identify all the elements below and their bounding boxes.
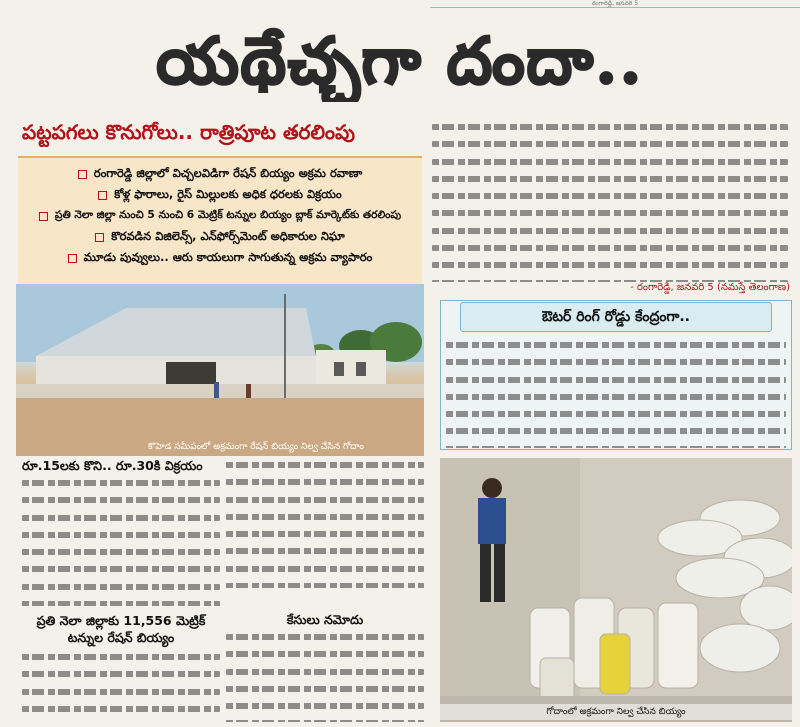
square-bullet-icon — [98, 191, 107, 200]
section-heading: రూ.15లకు కొని.. రూ.30కి విక్రయం — [22, 458, 203, 473]
photo-caption: గోదాంలో అక్రమంగా నిల్వ చేసిన బియ్యం — [440, 704, 792, 720]
bullet-item: రంగారెడ్డి జిల్లాలో విచ్చలవిడిగా రేషన్ బియ్యం అక్రమ రవాణా — [22, 164, 418, 185]
bullet-box — [18, 156, 422, 294]
section-heading: ప్రతి నెలా జిల్లాకు 11,556 మెట్రిక్ టన్నుల రేషన్ బియ్యం — [36, 613, 206, 645]
article-text-block — [226, 630, 424, 722]
subhead: పట్టపగలు కొనుగోలు.. రాత్రిపూట తరలింపు — [22, 120, 355, 144]
bullet-item: ప్రతి నెలా జిల్లా నుంచి 5 నుంచి 6 మెట్రిక్ టన్నుల బియ్యం బ్లాక్ మార్కెట్‌కు తరలింపు — [22, 206, 418, 227]
byline: - రంగారెడ్డి, జనవరి 5 (నమస్తే తెలంగాణ) — [630, 282, 790, 293]
bullet-item: కొరవడిన విజిలెన్స్, ఎన్‌ఫోర్స్‌మెంట్ అధికారుల నిఘా — [22, 227, 418, 248]
article-text-block — [22, 476, 220, 606]
square-bullet-icon — [95, 233, 104, 242]
warehouse-illustration — [16, 284, 424, 456]
section-heading: కేసులు నమోదు — [286, 612, 364, 627]
square-bullet-icon — [68, 254, 77, 263]
bullet-item: మూడు పువ్వులు.. ఆరు కాయలుగా సాగుతున్న అక్రమ వ్యాపారం — [22, 248, 418, 269]
headline: యథేచ్ఛగా దందా.. — [156, 24, 644, 99]
side-box-title: ఔటర్ రింగ్ రోడ్డు కేంద్రంగా.. — [460, 302, 772, 332]
side-box-text — [446, 338, 786, 448]
rice-bags-illustration — [440, 458, 792, 722]
article-text-block — [226, 458, 424, 588]
warehouse-photo — [16, 284, 424, 456]
article-text-block — [22, 650, 220, 722]
square-bullet-icon — [39, 212, 48, 221]
article-text-block — [432, 120, 788, 282]
rice-bags-photo — [440, 458, 792, 722]
bullet-item: కోళ్ల ఫారాలు, రైస్ మిల్లులకు అధిక ధరలకు విక్రయం — [22, 185, 418, 206]
square-bullet-icon — [78, 170, 87, 179]
top-strip: రంగారెడ్డి, జనవరి 5 — [430, 0, 800, 8]
photo-caption: కొహెడ సమీపంలో అక్రమంగా రేషన్ బియ్యం నిల్వ చేసిన గోదాం — [148, 442, 364, 452]
